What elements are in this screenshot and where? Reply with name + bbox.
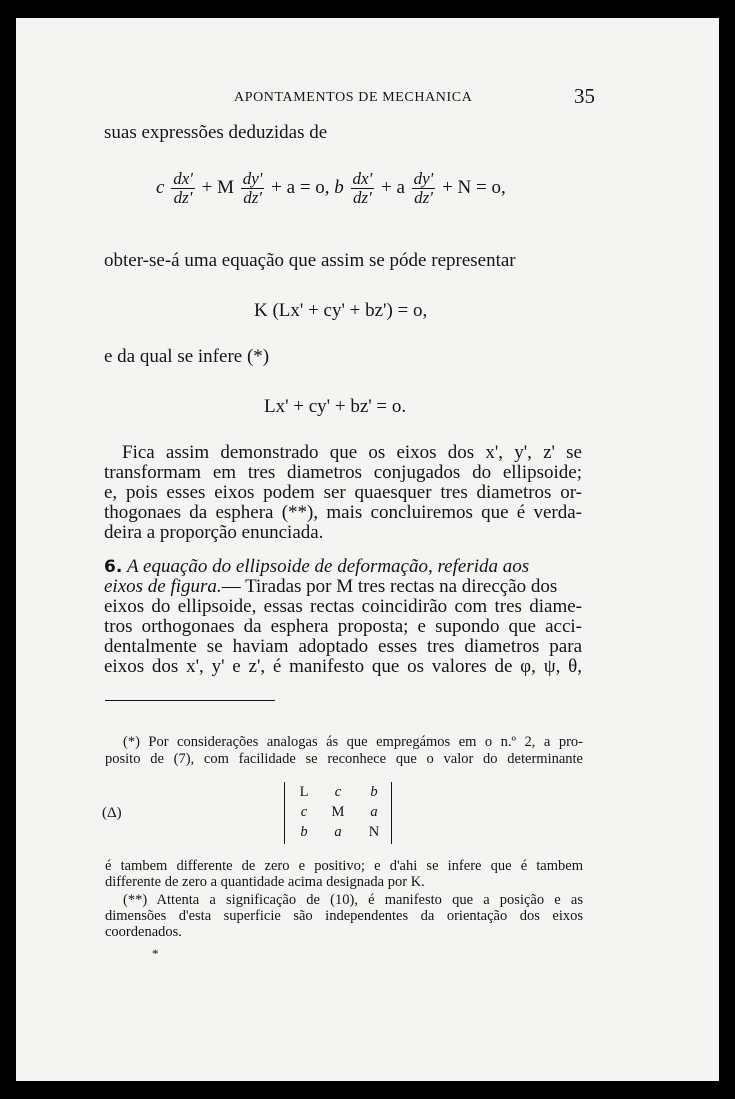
eq1-c: c (156, 176, 165, 198)
equation-1 (156, 170, 506, 207)
signature-mark: * (152, 946, 159, 961)
matrix-cell: b (370, 784, 378, 800)
footnote-2-line-1: (**) Attenta a significação de (10), é manifesto que a posição e as (123, 892, 583, 908)
paragraph-1-line-3: e, pois esses eixos podem ser quaesquer tres diametros or- (104, 482, 582, 503)
section-6-line-2 (104, 576, 582, 598)
page-number: 35 (574, 84, 595, 108)
section-6-line-4: tros orthogonaes da esphera proposta; e supondo que acci- (104, 616, 582, 637)
section-6-line-6: eixos dos x', y' e z', é manifesto que os valores de φ, ψ, θ, (104, 656, 582, 677)
matrix-cell: N (368, 824, 380, 840)
footnote-2-line-3: coordenados. (105, 924, 182, 940)
matrix-cell: a (370, 804, 378, 820)
eq1-b: b (334, 176, 344, 198)
section-6-line-3: eixos do ellipsoide, essas rectas coincidirão com tres diame- (104, 596, 582, 617)
paragraph-1-line-5: deira a proporção enunciada. (104, 522, 324, 543)
eq1-part-3: + a = o, (271, 176, 330, 198)
matrix-cell: c (334, 784, 342, 800)
page (16, 18, 719, 1081)
footnote-2-line-2: dimensões d'esta superficie são independentes da orientação dos eixos (105, 908, 583, 924)
footnote-1-cont-line-2: differente de zero a quantidade acima designada por K. (105, 874, 425, 890)
eq1-end: + N = o, (442, 176, 506, 198)
matrix-cell: L (299, 784, 309, 800)
section-number: 6. (104, 557, 123, 577)
matrix-cell: b (300, 824, 308, 840)
determinant-label: (Δ) (102, 805, 122, 821)
footnote-rule (105, 700, 275, 701)
section-line-1-rest: — Tiradas por M tres rectas na direcção dos (221, 576, 558, 597)
footnote-1-line-1: (*) Por considerações analogas ás que empregámos em o n.º 2, a pro- (123, 734, 583, 750)
running-header: APONTAMENTOS DE MECHANICA (234, 90, 473, 105)
section-6-title-line (104, 556, 582, 578)
footnote-1-cont-line-1: é tambem differente de zero e positivo; e d'ahi se infere que é tambem (105, 858, 583, 874)
paragraph-1-line-1: Fica assim demonstrado que os eixos dos x', y', z' se (122, 442, 582, 463)
line-3: e da qual se infere (*) (104, 346, 270, 367)
line-2: obter-se-á uma equação que assim se póde representar (104, 250, 516, 271)
eq1-plus-a: + a (380, 176, 405, 198)
eq1-frac-1: $\frac{dx'}{dz'}$ (173, 169, 193, 207)
determinant-matrix (284, 782, 392, 844)
eq1-frac-4: $\frac{dy'}{dz'}$ (413, 169, 434, 207)
section-title: A equação do ellipsoide de deformação, referida aos (127, 556, 530, 577)
eq1-frac-2: $\frac{dy'}{dz'}$ (242, 169, 263, 207)
matrix-cell: M (331, 804, 345, 820)
section-title-cont: eixos de figura. (104, 576, 222, 597)
equation-3: Lx' + cy' + bz' = o. (264, 396, 407, 417)
matrix-cell: a (334, 824, 342, 840)
eq1-plus-m: + M (201, 176, 234, 198)
intro-line: suas expressões deduzidas de (104, 122, 328, 143)
paragraph-1-line-2: transformam em tres diametros conjugados do ellipsoide; (104, 462, 582, 483)
matrix-cell: c (300, 804, 308, 820)
equation-2: K (Lx' + cy' + bz') = o, (254, 300, 428, 321)
eq1-frac-3: $\frac{dx'}{dz'}$ (352, 169, 373, 207)
footnote-1-line-2: posito de (7), com facilidade se reconhece que o valor do determinante (105, 751, 583, 767)
paragraph-1-line-4: thogonaes da esphera (**), mais concluiremos que é verda- (104, 502, 582, 523)
section-6-line-5: dentalmente se haviam adoptado esses tres diametros para (104, 636, 582, 657)
